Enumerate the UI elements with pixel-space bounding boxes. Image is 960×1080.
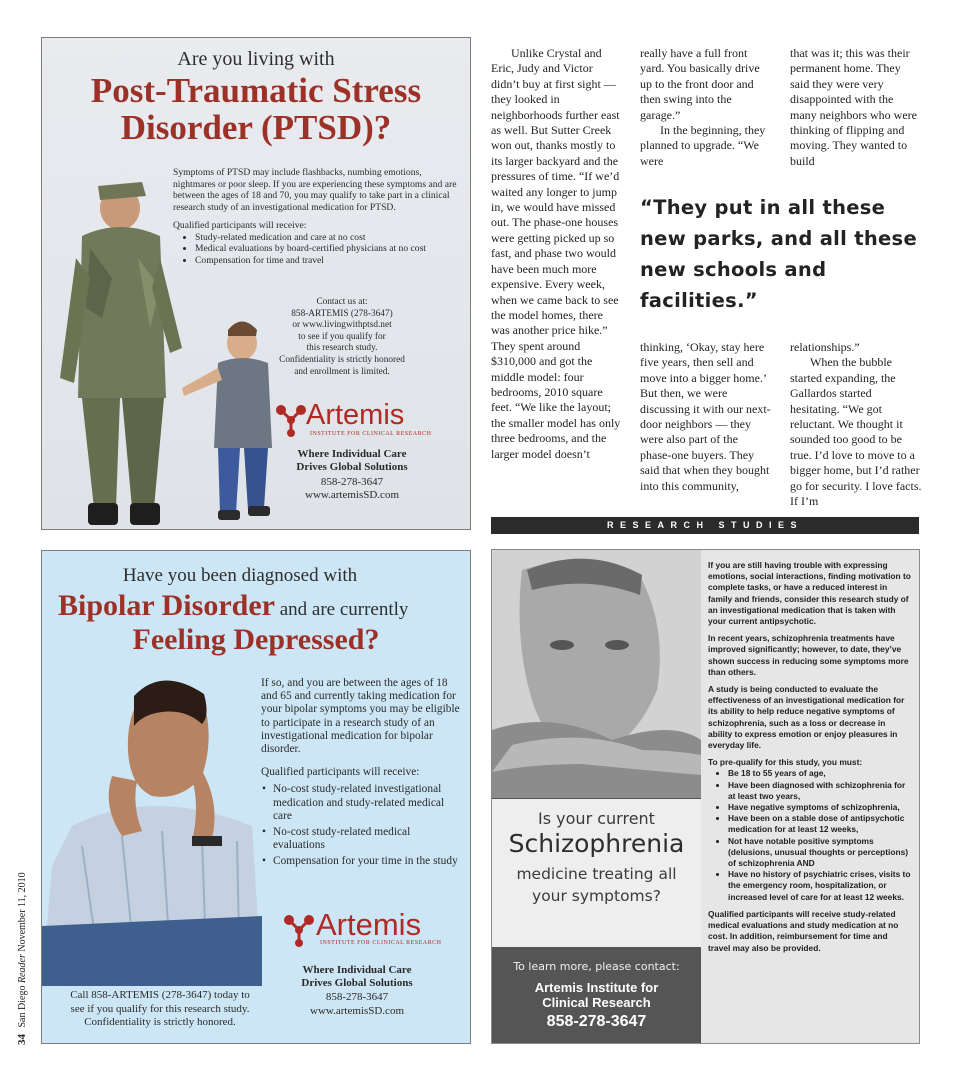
molecule-icon (274, 403, 308, 437)
bipolar-benefit-item: • No-cost study-related medical evaluations (273, 826, 461, 852)
article-paragraph: really have a full front yard. You basically drive up to the front door and then swing into the garage.” (640, 46, 760, 122)
ptsd-benefits-intro: Qualified participants will receive: (173, 220, 307, 231)
ptsd-headline-line2: Disorder (PTSD)? (120, 108, 392, 147)
ptsd-contact-line: to see if you qualify for (298, 331, 386, 342)
ptsd-benefit-item: • Study-related medication and care at no cost (195, 232, 458, 244)
ptsd-tagline (262, 448, 442, 474)
article-column-2-top (640, 46, 772, 169)
page-number: 34 (16, 1034, 28, 1045)
article-column-3-top (790, 46, 922, 169)
pensive-man-photo (492, 550, 701, 798)
ptsd-body (173, 167, 458, 266)
schizophrenia-phone: 858-278-3647 (546, 1013, 647, 1030)
bipolar-headline-main: Bipolar Disorder (58, 589, 275, 622)
issue-date: November 11, 2010 (17, 872, 28, 955)
criteria-item: • Have no history of psychiatric crises, visits to the emergency room, hospitalization, or increased level of care for at least 12 weeks. (728, 869, 911, 903)
bipolar-kicker: Have you been diagnosed with (122, 565, 358, 586)
callout-line: see if you qualify for this research study. (70, 1002, 250, 1015)
article-column-2-bottom (640, 340, 772, 494)
ptsd-contact-line: this research study. (306, 343, 378, 354)
criteria-intro: To pre-qualify for this study, you must: (708, 757, 863, 768)
article-paragraph: Unlike Crystal and Eric, Judy and Victor didn’t buy at first sight — they looked in neighborhoods further east as well. But Sutter Creek won out, thanks mostly to its larger backyard and the pressures of time. “If we’d waited any longer to jump in, we would have missed out. The phase-one houses were getting picked up so fast, and phase two would have been much more expensive. Every week, when we came back to see the model homes, there was another price hike.” They spent around $310,000 and got the middle model: four bedrooms, 2010 square feet. “We like the layout; the smaller model has only three bedrooms, and the larger model doesn’t (491, 46, 621, 461)
callout-line: Confidentiality is strictly honored. (84, 1016, 236, 1028)
bipolar-benefit-item: • Compensation for your time in the study (273, 855, 461, 868)
ptsd-contact-line: Confidentiality is strictly honored (279, 354, 405, 365)
question-line2: Schizophrenia (508, 829, 685, 858)
bipolar-headline (58, 589, 408, 623)
bipolar-headline-line3: Feeling Depressed? (132, 623, 380, 656)
institute-line2: Clinical Research (542, 995, 651, 1010)
bipolar-benefit-item: • No-cost study-related investigational medication and study-related medical care (273, 783, 461, 823)
ptsd-ad (41, 37, 471, 530)
criteria-item: • Not have notable positive symptoms (delusions, unusual thoughts or perceptions) of schizophrenia AND (728, 836, 911, 870)
criteria-item: • Have been on a stable dose of antipsychotic medication for at least 12 weeks, (728, 813, 911, 835)
schizophrenia-paragraph: In recent years, schizophrenia treatments have improved significantly; however, to date, they’ve shown success in reducing some symptoms more than others. (708, 633, 909, 677)
bipolar-tagline (272, 964, 442, 989)
schizophrenia-contact-label: To learn more, please contact: (513, 960, 680, 973)
ptsd-phone: 858-278-3647 (320, 476, 384, 488)
bipolar-contact-info (272, 991, 442, 1018)
criteria-item: • Be 18 to 55 years of age, (728, 768, 911, 779)
tagline-line1: Where Individual Care (302, 964, 412, 976)
tagline-line2: Drives Global Solutions (296, 461, 408, 473)
bipolar-callout (50, 989, 270, 1030)
tagline-line2: Drives Global Solutions (301, 976, 413, 989)
article-paragraph: that was it; this was their permanent home. They said they were very disappointed with the many neighbors who were thinking of flipping and moving. They wanted to build (790, 46, 917, 168)
criteria-list (708, 768, 911, 902)
molecule-icon (282, 913, 316, 947)
bipolar-benefits-intro: Qualified participants will receive: (261, 766, 420, 779)
bipolar-website: www.artemisSD.com (310, 1004, 404, 1017)
bipolar-ad (41, 550, 471, 1044)
article-column-3-bottom (790, 340, 922, 509)
artemis-logo-sub: INSTITUTE FOR CLINICAL RESEARCH (310, 431, 432, 437)
ptsd-website: www.artemisSD.com (305, 489, 399, 501)
callout-line: Call 858-ARTEMIS (278-3647) today to (70, 989, 250, 1001)
ptsd-contact-line: Contact us at: (316, 297, 368, 307)
schizophrenia-institute (492, 980, 701, 1010)
ptsd-benefit-item: • Medical evaluations by board-certified physicians at no cost (195, 243, 458, 255)
ptsd-contact-info (262, 476, 442, 502)
schizophrenia-paragraph: A study is being conducted to evaluate the effectiveness of an investigational medication for its ability to help reduce negative symptoms of schizophrenia, such as a loss or decrease in ability to express emotion or enjoy pleasures in everyday life. (708, 684, 905, 751)
ptsd-headline (42, 72, 470, 146)
question-line3-4 (492, 863, 701, 907)
question-line1: Is your current (538, 809, 655, 828)
ptsd-contact-line: or www.livingwithptsd.net (292, 320, 392, 331)
schizophrenia-closing: Qualified participants will receive study-related medical evaluations and study medication at no cost. In addition, reimbursement for time and travel may also be provided. (708, 908, 899, 953)
article-paragraph: When the bubble started expanding, the Gallardos started hesitating. “We got reluctant. We thought it sounded too good to be true. I’d love to move to a bigger home, but I’d rather go for security. I love facts. If I’m (790, 355, 922, 509)
artemis-logo (274, 399, 434, 443)
artemis-logo-name: Artemis (316, 907, 422, 942)
artemis-logo-name: Artemis (306, 399, 405, 431)
article-paragraph: thinking, ‘Okay, stay here five years, then sell and move into a bigger home.’ But then, we were discussing it with our next-door neighbors — they were also part of the phase-one buyers. They said that when they bought into this community, (640, 340, 771, 493)
article-paragraph: relationships.” (790, 340, 860, 354)
publication-name: San Diego (17, 983, 28, 1028)
tagline-line1: Where Individual Care (297, 448, 407, 460)
ptsd-contact-line: 858-ARTEMIS (278-3647) (291, 308, 393, 319)
schizophrenia-paragraph: If you are still having trouble with expressing emotions, social interactions, finding motivation to complete tasks, or have a reduced interest in family and friends, consider this research study of an investigational medication that is taken with your current antipsychotic. (708, 560, 911, 627)
artemis-logo-sub: INSTITUTE FOR CLINICAL RESEARCH (320, 940, 442, 946)
ptsd-benefit-item: • Compensation for time and travel (195, 255, 458, 267)
ptsd-headline-line1: Post-Traumatic Stress (90, 71, 422, 110)
bipolar-paragraph: If so, and you are between the ages of 18 and 65 and currently taking medication for your bipolar symptoms you may be eligible to participate in a research study of an investigational medication for bipolar disorder. (261, 677, 460, 756)
artemis-logo (282, 907, 452, 951)
ptsd-contact (272, 297, 412, 378)
section-bar-research-studies: RESEARCH STUDIES (491, 517, 919, 534)
ptsd-paragraph: Symptoms of PTSD may include flashbacks, numbing emotions, nightmares or poor sleep. If you are experiencing these symptoms and are between the ages of 18 and 70, you may qualify to take part in a clinical research study of an investigational medication for PTSD. (173, 167, 457, 213)
page-folio (16, 872, 28, 1045)
pull-quote: “They put in all these new parks, and all these new schools and facilities.” (640, 196, 917, 312)
question-line3: medicine treating all (516, 865, 677, 883)
question-line4: your symptoms? (532, 887, 661, 905)
ptsd-kicker: Are you living with (177, 48, 335, 70)
ptsd-contact-line: and enrollment is limited. (294, 366, 390, 377)
bipolar-headline-connector: and are currently (274, 599, 409, 620)
schizophrenia-question-box (492, 799, 701, 947)
institute-line1: Artemis Institute for (534, 980, 659, 995)
schizophrenia-ad (491, 549, 920, 1044)
depressed-man-photo (42, 666, 262, 986)
criteria-item: • Have been diagnosed with schizophrenia for at least two years, (728, 780, 911, 802)
publication-name-italic: Reader (17, 954, 28, 984)
bipolar-phone: 858-278-3647 (325, 991, 389, 1003)
article-column-1 (491, 46, 623, 462)
criteria-item: • Have negative symptoms of schizophrenia, (728, 802, 911, 813)
article-paragraph: In the beginning, they planned to upgrade. “We were (640, 123, 766, 168)
schizophrenia-body (708, 560, 911, 960)
bipolar-body (261, 677, 461, 872)
bipolar-benefits-list (261, 783, 461, 868)
ptsd-benefits-list (173, 232, 458, 267)
